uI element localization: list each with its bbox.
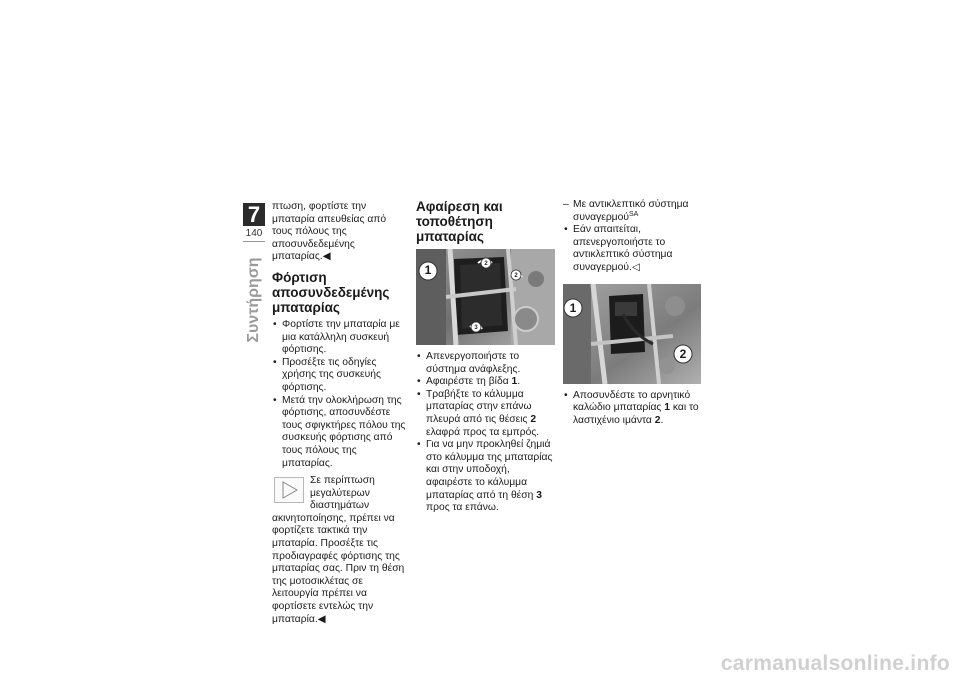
chapter-number: 7: [247, 202, 261, 227]
chapter-title-vertical: [243, 250, 265, 350]
list-item: • Αφαιρέστε τη βίδα 1.: [416, 376, 555, 389]
disconnect-steps: [563, 390, 701, 428]
list-item: • Για να μην προκληθεί ζημιά στο κάλυμμα της μπαταρίας και στην υποδοχή, αφαιρέστε το κάλυμμα μπαταρίας από τη θέση 3 προς τα επάνω.: [416, 439, 555, 515]
section-heading-remove-install: Αφαίρεση και τοποθέτηση μπαταρίας: [416, 199, 503, 244]
list-item: • Εάν απαιτείται, απενεργοποιήστε το αντικλεπτικό σύστημα συναγερμού.◁: [563, 224, 701, 274]
alarm-steps: [563, 199, 701, 275]
list-item: • Μετά την ολοκλήρωση της φόρτισης, αποσυνδέστε τους σφιγκτήρες πόλου της συσκευής φόρτισης από τους πόλους της μπαταρίας.: [272, 395, 407, 471]
svg-text:2: 2: [484, 261, 488, 267]
column-2: [416, 199, 555, 515]
chapter-title: Συντήρηση: [245, 257, 262, 343]
list-item: • Απενεργοποιήστε το σύστημα ανάφλεξης.: [416, 351, 555, 376]
note-block: [272, 475, 407, 626]
watermark: carmanualsonline.info: [720, 652, 950, 675]
list-item: • Τραβήξτε το κάλυμμα μπαταρίας στην επάνω πλευρά από τις θέσεις 2 ελαφρά προς τα εμπρός.: [416, 389, 555, 439]
note-text: Σε περίπτωση μεγαλύτερων διαστημάτων ακινητοποίησης, πρέπει να φορτίζετε τακτικά την μπαταρία. Προσέξτε τις προδιαγραφές φόρτισης της μπαταρίας σας. Πριν τη θέση της μοτοσικλέτας σε λειτουργία πρέπει να φορτίσετε εντελώς την μπαταρία.◀: [272, 475, 405, 625]
removal-steps: [416, 351, 555, 515]
page-number: 140: [245, 228, 263, 239]
figure-callout-1: 1: [569, 300, 577, 315]
battery-cover-photo: [416, 249, 555, 345]
battery-cable-photo: [563, 284, 701, 384]
charging-steps: [272, 319, 407, 470]
figure-callout-1: 1: [424, 263, 432, 277]
chapter-tab: [243, 203, 265, 226]
intro-text: πτωση, φορτίστε την μπαταρία απευθείας από τους πόλους της αποσυνδεδεμένης μπαταρίας.◀: [272, 201, 387, 263]
section-heading-charging: Φόρτιση αποσυνδεδεμένης μπαταρίας: [272, 269, 390, 315]
list-item: • Φορτίστε την μπαταρία με μια κατάλληλη συσκευή φόρτισης.: [272, 319, 407, 357]
note-triangle-icon: [274, 477, 304, 503]
page-number-rule: [243, 241, 265, 242]
column-1: [272, 201, 407, 626]
list-item: • Αποσυνδέστε το αρνητικό καλώδιο μπαταρίας 1 και το λαστιχένιο ιμάντα 2.: [563, 390, 701, 428]
list-item: • Προσέξτε τις οδηγίες χρήσης της συσκευής φόρτισης.: [272, 357, 407, 395]
svg-text:3: 3: [474, 325, 478, 331]
list-item: – Με αντικλεπτικό σύστημα συναγερμού$^{SA}$: [563, 199, 701, 224]
svg-text:2: 2: [514, 273, 518, 279]
figure-callout-2: 2: [679, 346, 687, 361]
column-3: [563, 199, 701, 427]
